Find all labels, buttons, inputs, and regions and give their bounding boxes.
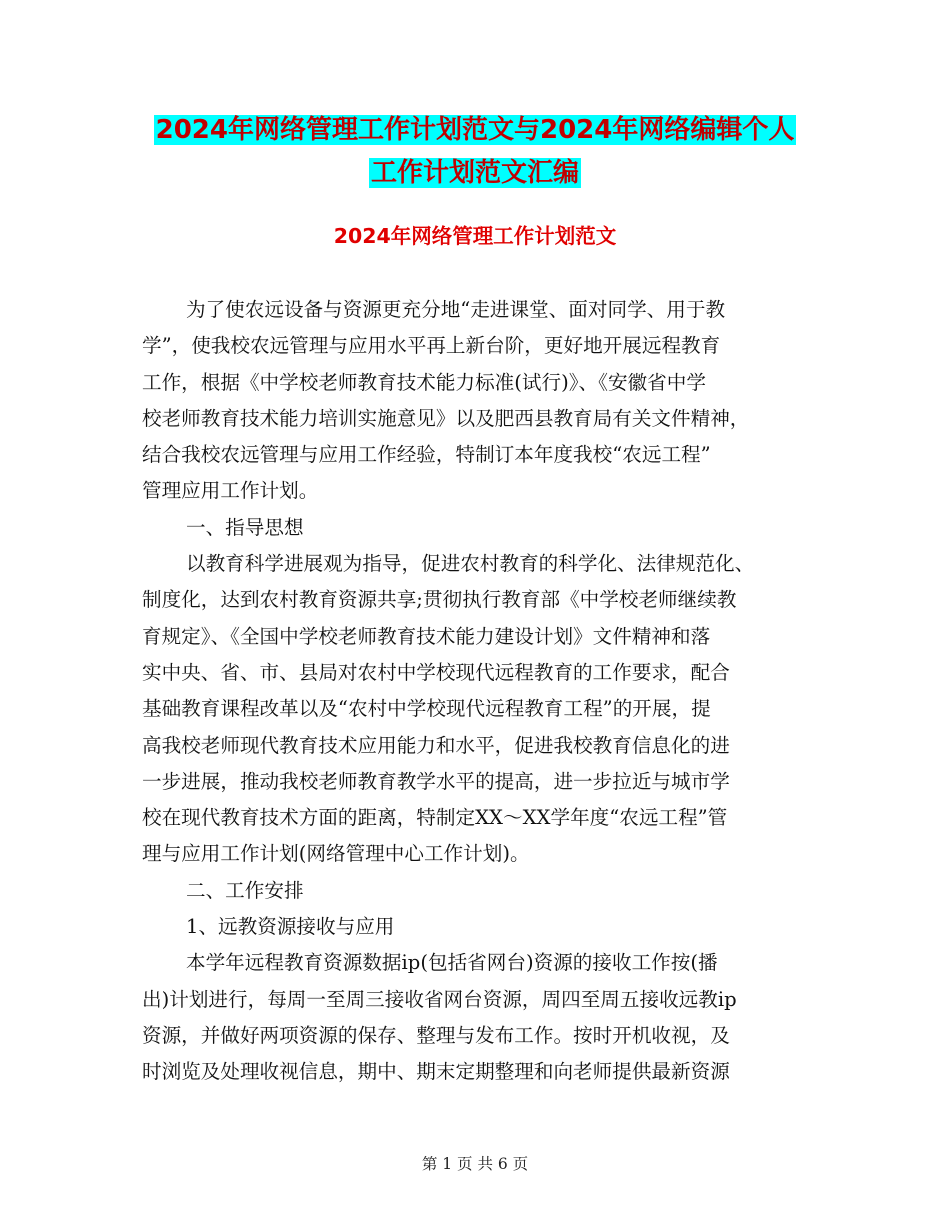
paragraph-line: 实中央、省、市、县局对农村中学校现代远程教育的工作要求，配合 [142,660,730,684]
document-title-line-1: 2024年网络管理工作计划范文与2024年网络编辑个人 [155,115,795,145]
paragraph-line: 校在现代教育技术方面的距离，特制定XX～XX学年度“农远工程”管 [142,806,728,830]
paragraph-line: 制度化，达到农村教育资源共享;贯彻执行教育部《中学校老师继续教 [142,588,737,612]
paragraph-line: 高我校老师现代教育技术应用能力和水平，促进我校教育信息化的进 [142,733,730,757]
heading-resource-reception: 1、远教资源接收与应用 [186,915,395,939]
paragraph-line: 出)计划进行，每周一至周三接收省网台资源，周四至周五接收远教ip [142,987,737,1011]
document-body [142,292,812,1091]
paragraph-line: 一步进展，推动我校老师教育教学水平的提高，进一步拉近与城市学 [142,769,730,793]
heading-work-arrangement: 二、工作安排 [186,878,304,902]
paragraph-line: 校老师教育技术能力培训实施意见》以及肥西县教育局有关文件精神， [142,406,750,430]
paragraph-line: 结合我校农远管理与应用工作经验，特制订本年度我校“农远工程” [142,443,711,467]
paragraph-line: 本学年远程教育资源数据ip(包括省网台)资源的接收工作按(播 [186,951,718,975]
paragraph-line: 工作，根据《中学校老师教育技术能力标准(试行)》、《安徽省中学 [142,370,706,394]
paragraph-line: 为了使农远设备与资源更充分地“走进课堂、面对同学、用于教 [186,298,726,321]
paragraph-line: 时浏览及处理收视信息，期中、期末定期整理和向老师提供最新资源 [142,1060,730,1084]
heading-guiding-thought: 一、指导思想 [186,515,304,539]
page-number-footer: 第 1 页 共 6 页 [421,1155,529,1173]
paragraph-line: 育规定》、《全国中学校老师教育技术能力建设计划》文件精神和落 [142,624,711,648]
paragraph-line: 基础教育课程改革以及“农村中学校现代远程教育工程”的开展，提 [142,697,711,721]
paragraph-line: 理与应用工作计划(网络管理中心工作计划)。 [142,842,530,866]
paragraph-line: 以教育科学进展观为指导，促进农村教育的科学化、法律规范化、 [186,552,755,576]
paragraph-line: 管理应用工作计划。 [142,479,319,503]
section-heading: 2024年网络管理工作计划范文 [333,224,617,248]
document-title-line-2: 工作计划范文汇编 [370,158,579,188]
paragraph-line: 资源，并做好两项资源的保存、整理与发布工作。按时开机收视，及 [142,1023,730,1047]
paragraph-line: 学”，使我校农远管理与应用水平再上新台阶，更好地开展远程教育 [142,334,721,358]
